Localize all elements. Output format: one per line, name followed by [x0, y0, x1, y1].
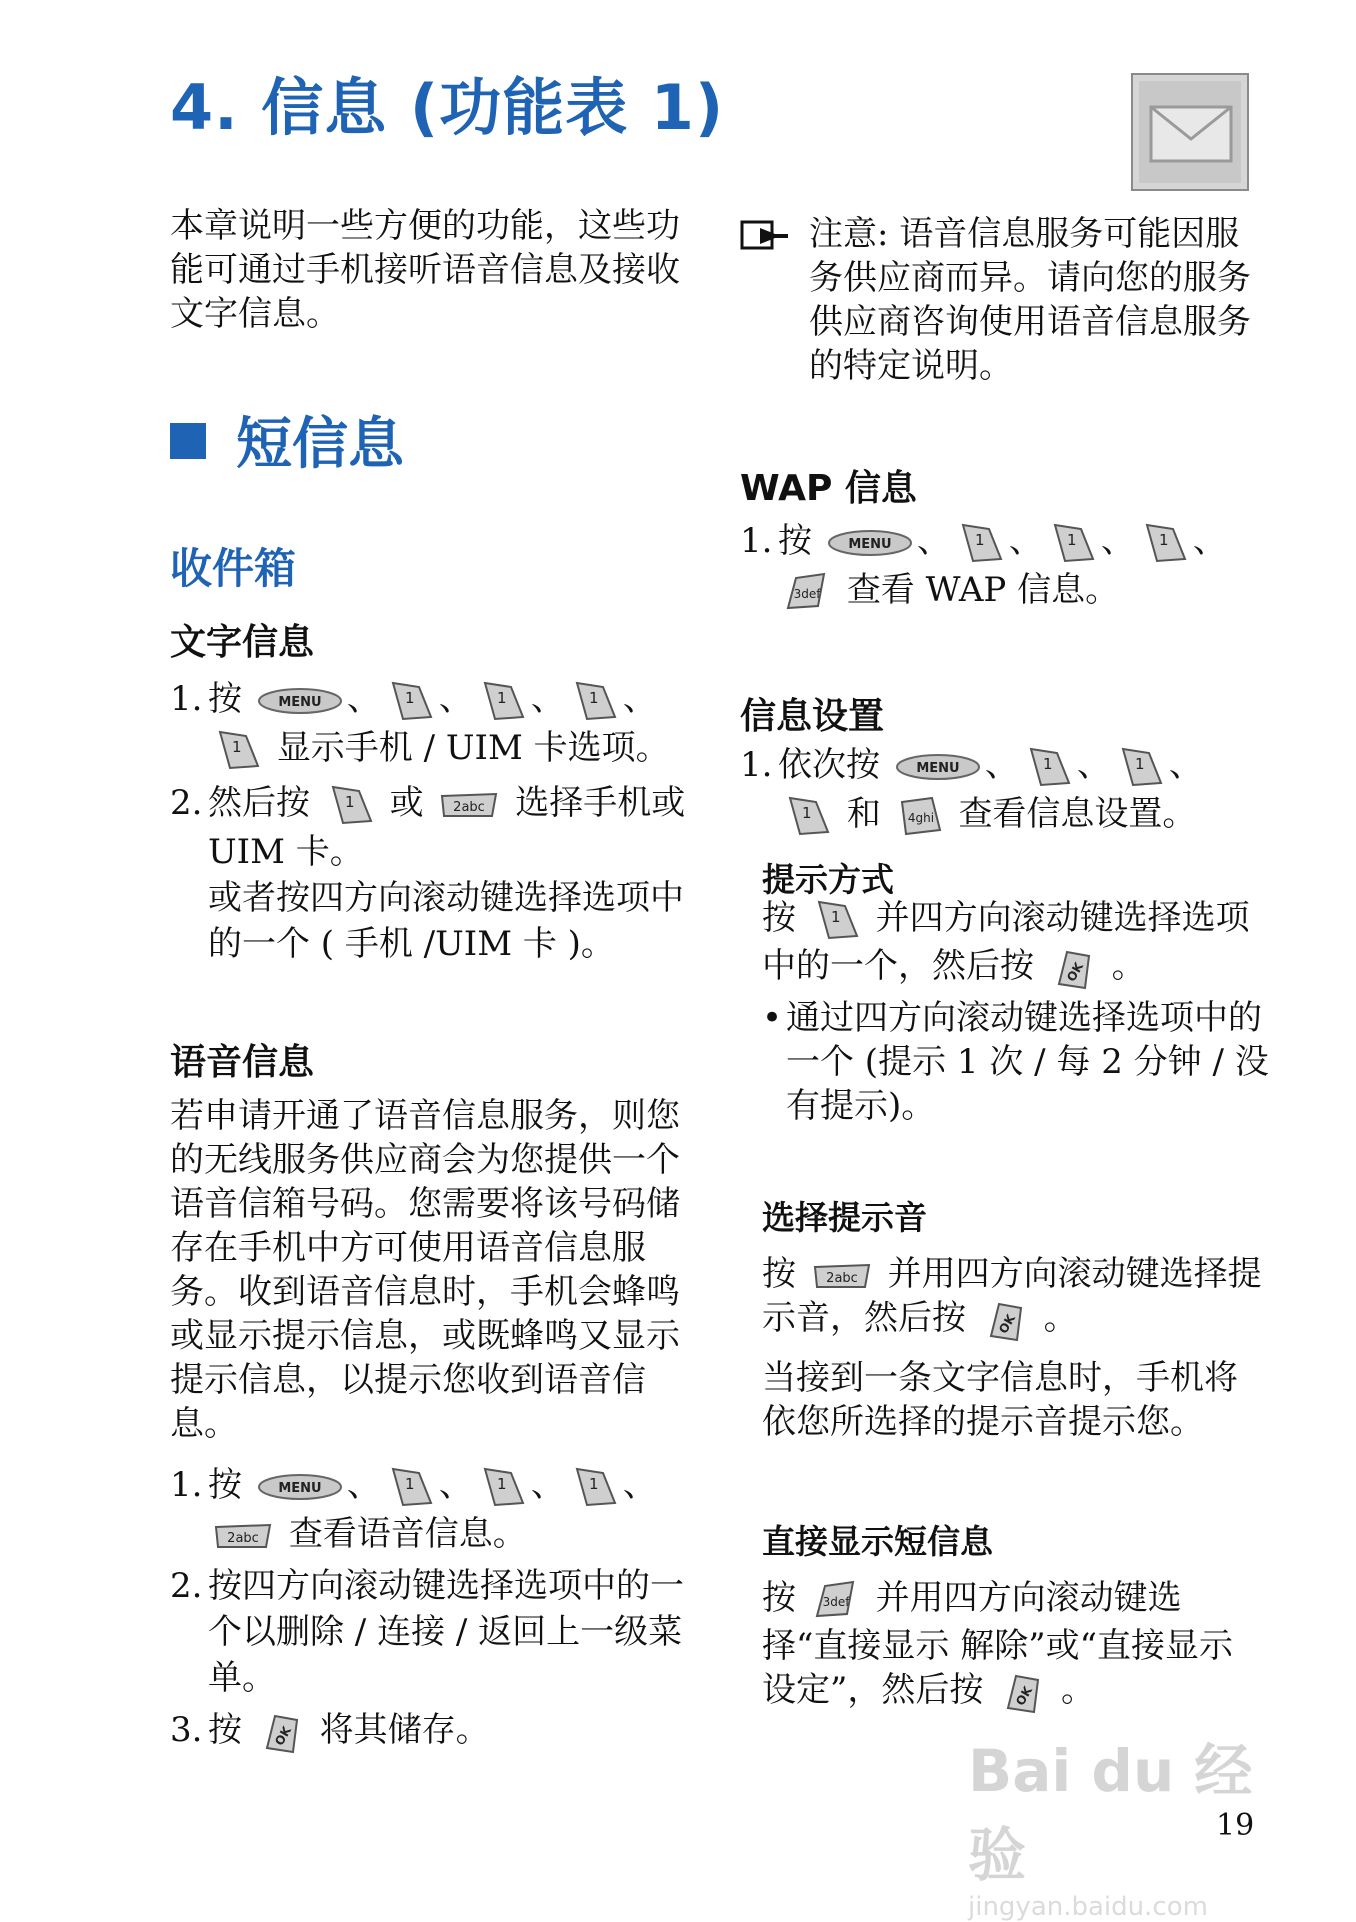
- note-block: [740, 212, 1260, 422]
- svg-text:MENU: MENU: [848, 537, 892, 552]
- heading-select-tone: 选择提示音: [762, 1198, 927, 1237]
- svg-text:MENU: MENU: [278, 1481, 322, 1496]
- svg-text:1: 1: [802, 804, 812, 822]
- svg-text:4ghi: 4ghi: [907, 811, 934, 825]
- svg-text:1: 1: [1158, 531, 1169, 549]
- svg-text:1: 1: [404, 1475, 415, 1493]
- key-1-icon: [1023, 743, 1073, 791]
- key-1-icon: [477, 1463, 527, 1511]
- key-1-icon: [1115, 743, 1165, 791]
- svg-text:1: 1: [496, 689, 507, 707]
- svg-text:MENU: MENU: [278, 695, 322, 710]
- voice-step-3: 3. 按 OK 将其储存。: [170, 1707, 690, 1756]
- key-1-icon: [569, 677, 619, 725]
- voice-message-paragraph: 若申请开通了语音信息服务，则您的无线服务供应商会为您提供一个语音信箱号码。您需要将该号码储存在手机中方可使用语音信息服务。收到语音信息时，手机会蜂鸣或显示提示信息，或既蜂鸣又显示提示信息，以提示您收到语音信息。: [170, 1096, 680, 1444]
- chapter-title: 4. 信息 (功能表 1): [170, 71, 725, 144]
- key-1-icon: [955, 519, 1005, 567]
- key-1-icon: [212, 726, 262, 774]
- key-1-icon: [811, 896, 861, 944]
- key-1-icon: [1047, 519, 1097, 567]
- svg-text:1: 1: [232, 738, 242, 756]
- svg-text:1: 1: [1042, 755, 1053, 773]
- key-4-icon: [896, 794, 944, 838]
- key-1-icon: [1139, 519, 1189, 567]
- subsection-inbox: 收件箱: [170, 544, 297, 593]
- svg-text:1: 1: [588, 689, 599, 707]
- key-1-icon: [385, 677, 435, 725]
- key-3-icon: [782, 568, 832, 616]
- wap-step-1: 1. 按 MENU 、 1 、 1 、 1 、 3def 查看 WAP 信息。: [740, 518, 1260, 616]
- svg-text:1: 1: [1066, 531, 1077, 549]
- ok-key-icon: [998, 1668, 1046, 1716]
- ok-key-icon: [257, 1708, 305, 1756]
- key-2-icon: [438, 790, 500, 820]
- key-1-icon: [325, 781, 375, 829]
- menu-key-icon: [827, 528, 913, 558]
- svg-text:2abc: 2abc: [825, 1271, 858, 1286]
- watermark-url: jingyan.baidu.com: [968, 1892, 1208, 1922]
- menu-key-icon: [257, 1472, 343, 1502]
- settings-step-1: 1. 依次按 MENU 、 1 、 1 、 1 和 4ghi 查看信息设置。: [740, 742, 1260, 840]
- menu-key-icon: [895, 752, 981, 782]
- key-1-icon: [385, 1463, 435, 1511]
- heading-message-settings: 信息设置: [740, 696, 885, 737]
- svg-text:OK: OK: [1013, 1684, 1036, 1708]
- select-tone-paragraph: 当接到一条文字信息时，手机将依您所选择的提示音提示您。: [762, 1358, 1238, 1442]
- svg-text:OK: OK: [995, 1312, 1018, 1336]
- envelope-icon: [1131, 73, 1249, 191]
- text-msg-step-2: 2. 然后按 1 或 2abc 选择手机或 UIM 卡。 或者按四方向滚动键选择选项中的一个 ( 手机 /UIM 卡 )。: [170, 783, 686, 964]
- svg-text:2abc: 2abc: [227, 1531, 259, 1546]
- ok-key-icon: [981, 1296, 1029, 1344]
- heading-alert-mode: 提示方式: [762, 860, 894, 899]
- svg-text:1: 1: [1134, 755, 1145, 773]
- select-tone-text: 按 2abc 并用四方向滚动键选择提示音，然后按 OK 。: [762, 1252, 1262, 1344]
- heading-voice-message: 语音信息: [170, 1042, 315, 1083]
- svg-text:1: 1: [588, 1475, 599, 1493]
- key-2-icon: [212, 1521, 274, 1551]
- intro-text: 本章说明一些方便的功能，这些功能可通过手机接听语音信息及接收文字信息。: [170, 206, 680, 334]
- ok-key-icon: [1049, 944, 1097, 992]
- heading-wap-message: WAP 信息: [740, 468, 917, 509]
- voice-step-2: 2. 按四方向滚动键选择选项中的一个以删除 / 连接 / 返回上一级菜单。: [170, 1566, 684, 1698]
- key-3-icon: [811, 1576, 861, 1624]
- menu-key-icon: [257, 686, 343, 716]
- heading-text-message: 文字信息: [170, 622, 315, 663]
- key-2-icon: [811, 1261, 873, 1291]
- section-title-sms: 短信息: [170, 400, 690, 480]
- page-number: 19: [1216, 1808, 1255, 1843]
- svg-text:1: 1: [344, 793, 355, 811]
- heading-direct-display: 直接显示短信息: [762, 1522, 993, 1561]
- voice-step-1: 1. 按 MENU 、 1 、 1 、 1 、 2abc 查看语音信息。: [170, 1465, 657, 1554]
- svg-text:1: 1: [974, 531, 985, 549]
- svg-text:3def: 3def: [793, 587, 821, 601]
- key-1-icon: [569, 1463, 619, 1511]
- svg-text:1: 1: [496, 1475, 507, 1493]
- alert-mode-bullet: • 通过四方向滚动键选择选项中的一个 (提示 1 次 / 每 2 分钟 / 没有提示)。: [762, 998, 1269, 1126]
- watermark-logo: Bai du 经验: [968, 1737, 1253, 1889]
- alert-mode-text: 按 1 并四方向滚动键选择选项中的一个，然后按 OK 。: [762, 896, 1262, 992]
- svg-text:3def: 3def: [822, 1595, 850, 1609]
- svg-text:OK: OK: [1063, 960, 1086, 984]
- note-text: 注意: 语音信息服务可能因服务供应商而异。请向您的服务供应商咨询使用语音信息服务的特定说明。: [809, 214, 1251, 386]
- svg-text:OK: OK: [271, 1724, 294, 1748]
- section-square-icon: [170, 423, 206, 459]
- key-1-icon: [477, 677, 527, 725]
- svg-text:1: 1: [830, 908, 841, 926]
- direct-display-text: 按 3def 并用四方向滚动键选择“直接显示 解除”或“直接显示 设定”，然后按 OK 。: [762, 1576, 1262, 1716]
- note-icon: [740, 218, 792, 254]
- text-msg-step-1: 1. 按 MENU 、 1 、 1 、 1 、 1 显示手机 / UIM 卡选项。: [170, 676, 690, 774]
- svg-text:2abc: 2abc: [453, 800, 486, 815]
- key-1-icon: [782, 792, 832, 840]
- svg-text:MENU: MENU: [916, 761, 960, 776]
- svg-text:1: 1: [404, 689, 415, 707]
